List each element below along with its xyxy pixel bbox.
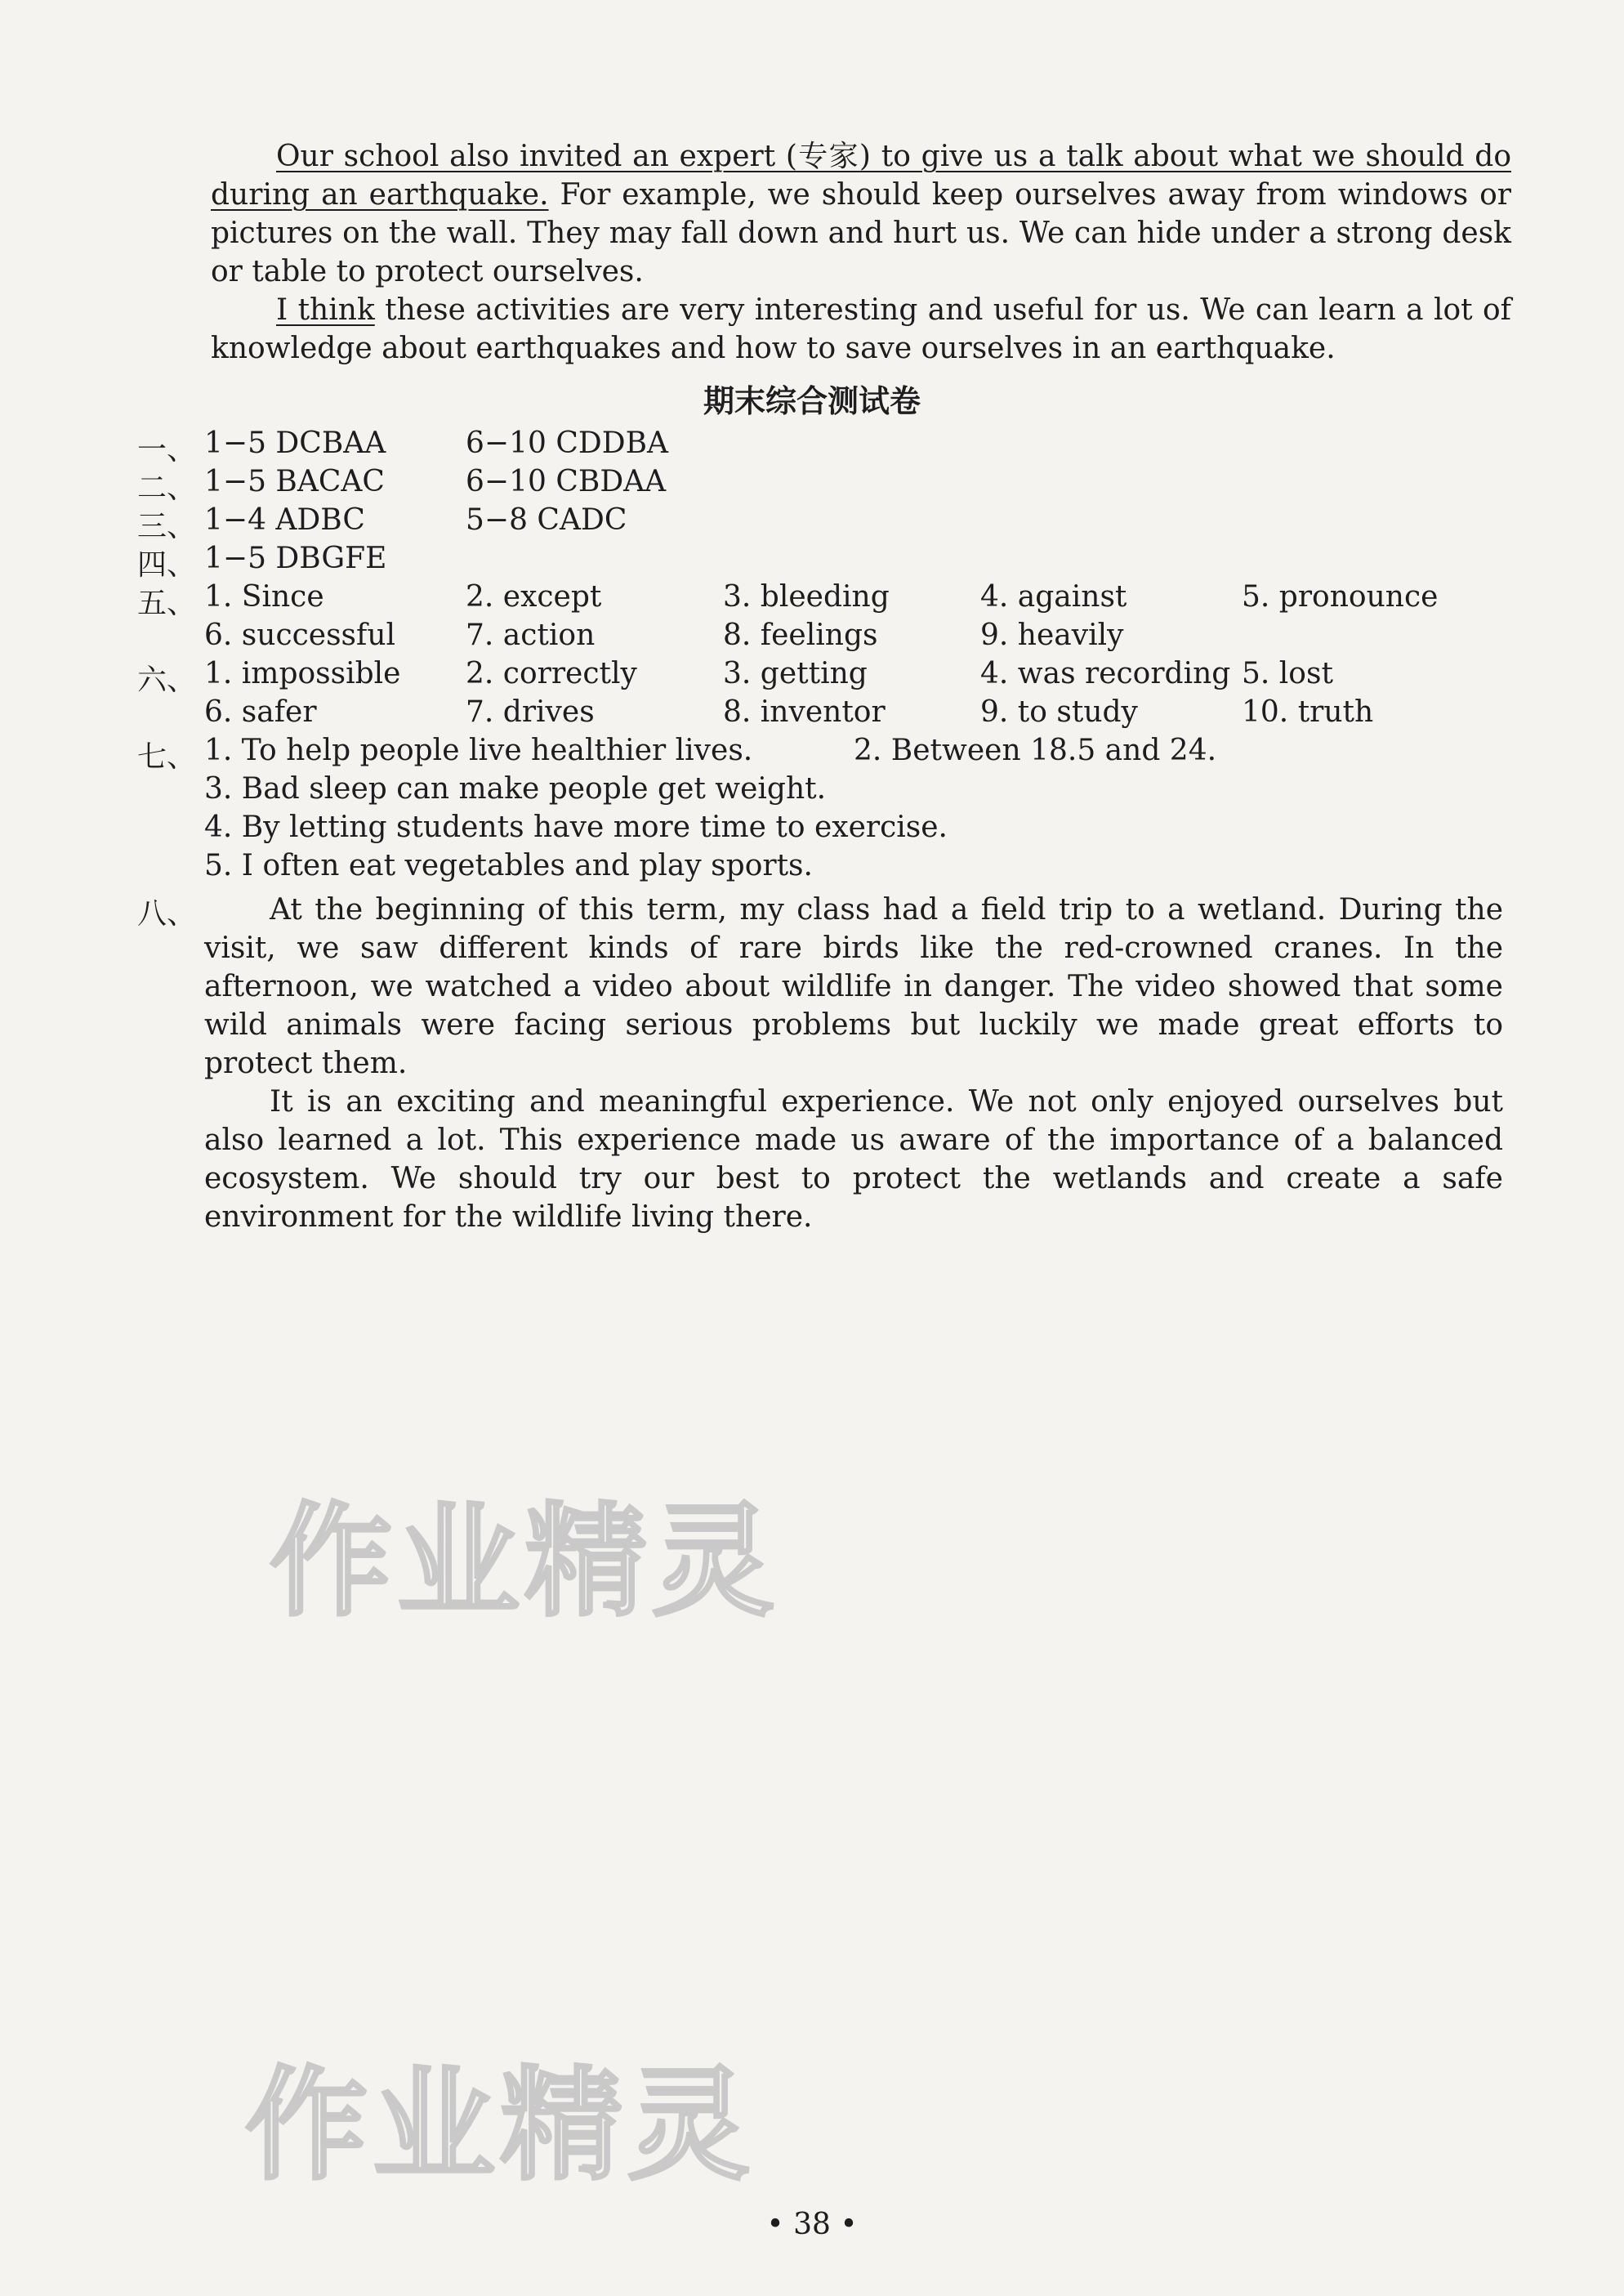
- answer-item: 7. action: [466, 619, 596, 652]
- section-label: 五、: [137, 587, 197, 620]
- answer-item: 1. Since: [204, 580, 324, 614]
- answer-sentence: 2. Between 18.5 and 24.: [854, 734, 1217, 767]
- section-label: 一、: [137, 433, 197, 467]
- section-label: 六、: [137, 663, 197, 697]
- paragraph-text: these activities are very interesting and useful for us. We can learn a lot of knowledge about earthquakes and how to save ourselves in an earthquake.: [211, 293, 1511, 365]
- section-label: 八、: [137, 897, 197, 931]
- section-label: 四、: [137, 548, 197, 582]
- answer-item: 7. drives: [466, 695, 595, 729]
- watermark: 作业精灵: [245, 2055, 756, 2197]
- answer-group: 6−10 CBDAA: [466, 465, 667, 498]
- answer-item: 8. feelings: [723, 619, 878, 652]
- page-number: • 38 •: [766, 2208, 858, 2241]
- answer-item: 4. against: [980, 580, 1127, 614]
- answer-item: 4. was recording: [980, 657, 1231, 690]
- answer-item: 10. truth: [1242, 695, 1374, 729]
- answer-sentence: 4. By letting students have more time to exercise.: [204, 811, 948, 844]
- section-title: 期末综合测试卷: [703, 383, 921, 419]
- answer-group: 1−5 DBGFE: [204, 542, 387, 575]
- answer-item: 9. to study: [980, 695, 1138, 729]
- answer-sentence: 1. To help people live healthier lives.: [204, 734, 753, 767]
- answer-item: 6. safer: [204, 695, 317, 729]
- answer-group: 5−8 CADC: [466, 503, 627, 537]
- answer-item: 2. correctly: [466, 657, 637, 690]
- paragraph-text: For example, we should keep ourselves away from windows or pictures on the wall. They may fall down and hurt us. We can hide under a strong desk or table to protect ourselves.: [211, 178, 1512, 288]
- answer-group: 6−10 CDDBA: [466, 427, 669, 460]
- answer-item: 3. getting: [723, 657, 868, 690]
- answer-item: 5. pronounce: [1242, 580, 1439, 614]
- essay-paragraph-3: At the beginning of this term, my class had a field trip to a wetland. During the visit, we saw different kinds of rare birds like the red-crowned cranes. In the afternoon, we watched a video about wildlife in danger. The video showed that some wild animals were facing serious problems but luckily we made great efforts to protect them.: [204, 893, 1503, 1080]
- section-label: 三、: [137, 510, 197, 543]
- answer-sentence: 3. Bad sleep can make people get weight.: [204, 772, 827, 806]
- answer-item: 6. successful: [204, 619, 396, 652]
- section-label: 二、: [137, 471, 197, 505]
- answer-group: 1−5 BACAC: [204, 465, 385, 498]
- essay-paragraph-1: [211, 137, 1511, 291]
- underlined-sentence: Our school also invited an expert (专家) to give us a talk about what we should do during an earthquake.: [211, 140, 1511, 212]
- answer-item: 5. lost: [1242, 657, 1333, 690]
- answer-item: 9. heavily: [980, 619, 1124, 652]
- answer-item: 1. impossible: [204, 657, 401, 690]
- answer-group: 1−4 ADBC: [204, 503, 365, 537]
- answer-sentence: 5. I often eat vegetables and play sports.: [204, 849, 813, 882]
- answer-item: 3. bleeding: [723, 580, 890, 614]
- answer-item: 2. except: [466, 580, 602, 614]
- answer-item: 8. inventor: [723, 695, 886, 729]
- essay-paragraph-2: [211, 291, 1511, 368]
- essay-paragraph-4: It is an exciting and meaningful experience. We not only enjoyed ourselves but also learned a lot. This experience made us aware of the importance of a balanced ecosystem. We should try our best to protect the wetlands and create a safe environment for the wildlife living there.: [204, 1085, 1503, 1234]
- section-label: 七、: [137, 740, 197, 774]
- underlined-phrase: I think: [276, 293, 375, 327]
- essay-bottom: [204, 891, 1503, 1236]
- essay-top: [211, 137, 1511, 368]
- watermark: 作业精灵: [270, 1491, 780, 1633]
- answer-group: 1−5 DCBAA: [204, 427, 386, 460]
